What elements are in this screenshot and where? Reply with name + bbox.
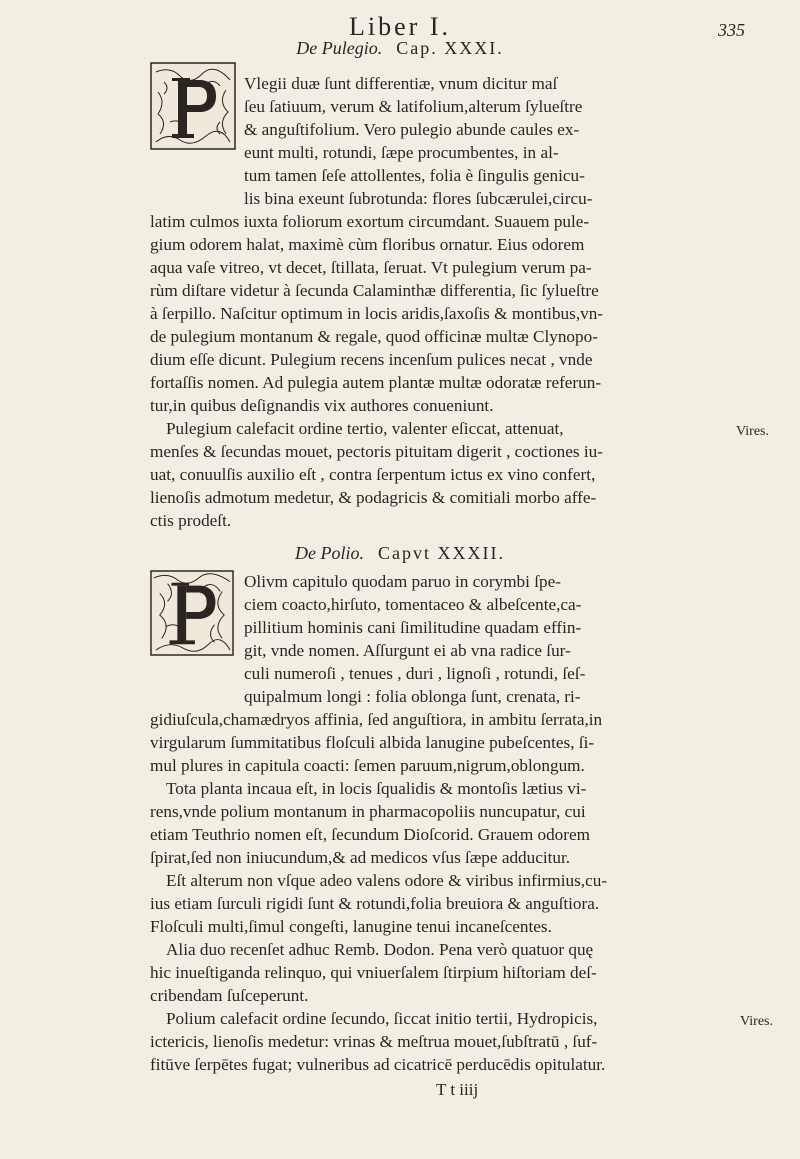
- text-line: Tota planta incaua eſt, in locis ſqualidis & montoſis lætius vi-: [166, 779, 587, 798]
- text-line: latim culmos iuxta foliorum exortum circumdant. Suauem pule-: [150, 212, 590, 231]
- chapter-heading-polio: [0, 543, 800, 564]
- text-line: lienoſis admotum medetur, & podagricis & comitiali morbo affe-: [150, 488, 597, 507]
- text-line: Olivm capitulo quodam paruo in corymbi ſpe-: [244, 572, 561, 591]
- text-line: eunt multi, rotundi, ſæpe procumbentes, in al-: [244, 143, 559, 162]
- marginal-note: Vires.: [736, 424, 769, 439]
- text-line: rùm diſtare videtur à ſecunda Calaminthæ differentia, ſic ſylueſtre: [150, 281, 599, 300]
- text-line: git, vnde nomen. Aſſurgunt ei ab vna radice ſur-: [244, 641, 571, 660]
- text-line: Vlegii duæ ſunt differentiæ, vnum dicitur maſ: [244, 74, 558, 93]
- text-line: dium eſſe dicunt. Pulegium recens incenſum pulices necat , vnde: [150, 350, 593, 369]
- text-line: Pulegium calefacit ordine tertio, valenter eſiccat, attenuat,: [166, 419, 564, 438]
- text-line: ctis prodeſt.: [150, 511, 232, 530]
- chapter-subject: De Polio.: [295, 543, 364, 563]
- text-line: aqua vaſe vitreo, vt decet, ſtillata, ſeruat. Vt pulegium verum pa-: [150, 258, 592, 277]
- text-line: gium odorem halat, maximè cùm floribus ornatur. Eius odorem: [150, 235, 585, 254]
- marginal-note: Vires.: [740, 1014, 773, 1029]
- text-line: fitūve ſerpētes fugat; vulneribus ad cicatricē perducēdis opitulatur.: [150, 1055, 606, 1074]
- chapter-number: Cap. XXXI.: [396, 38, 504, 58]
- text-line: ciem coacto,hirſuto, tomentaceo & albeſcente,ca-: [244, 595, 582, 614]
- text-line: pillitium hominis cani ſimilitudine quadam effin-: [244, 618, 582, 637]
- text-line: hic inueſtiganda relinquo, qui vniuerſalem ſtirpium hiſtoriam deſ-: [150, 963, 597, 982]
- text-line: Alia duo recenſet adhuc Remb. Dodon. Pena verò quatuor quę: [166, 940, 594, 959]
- text-line: ictericis, lienoſis medetur: vrinas & meſtrua mouet,ſubſtratū , ſuf-: [150, 1032, 598, 1051]
- text-line: & anguſtifolium. Vero pulegio abunde caules ex-: [244, 120, 580, 139]
- text-line: ſeu ſatiuum, verum & latifolium,alterum ſylueſtre: [244, 97, 583, 116]
- text-line: tur,in quibus deſignandis vix authores conueniunt.: [150, 396, 494, 415]
- text-line: cribendam ſuſceperunt.: [150, 986, 309, 1005]
- text-line: Polium calefacit ordine ſecundo, ſiccat initio tertii, Hydropicis,: [166, 1009, 598, 1028]
- text-line: rens,vnde polium montanum in pharmacopoliis nuncupatur, cui: [150, 802, 586, 821]
- chapter-heading-pulegio: [0, 38, 800, 59]
- text-line: uat, conuulſis auxilio eſt , contra ſerpentum ictus ex vino confert,: [150, 465, 596, 484]
- text-line: virgularum ſummitatibus floſculi albida lanugine pubeſcentes, ſi-: [150, 733, 595, 752]
- text-line: menſes & ſecundas mouet, pectoris pituitam digerit , coctiones iu-: [150, 442, 603, 461]
- text-line: etiam Teuthrio nomen eſt, ſecundum Dioſcorid. Grauem odorem: [150, 825, 590, 844]
- running-head: Liber I.: [349, 12, 451, 41]
- text-line: de pulegium montanum & regale, quod officinæ multæ Clynopo-: [150, 327, 598, 346]
- decorated-initial-p-icon: [150, 62, 236, 150]
- text-line: ius etiam ſurculi rigidi ſunt & rotundi,folia breuiora & anguſtiora.: [150, 894, 600, 913]
- text-line: lis bina exeunt ſubrotunda: flores ſubcærulei,circu-: [244, 189, 593, 208]
- chapter-subject: De Pulegio.: [296, 38, 383, 58]
- text-line: Eſt alterum non vſque adeo valens odore & viribus infirmius,cu-: [166, 871, 608, 890]
- signature-mark: T t iiij: [436, 1080, 479, 1099]
- text-line: à ſerpillo. Naſcitur optimum in locis aridis,ſaxoſis & montibus,vn-: [150, 304, 604, 323]
- text-line: culi numeroſi , tenues , duri , lignoſi , rotundi, ſeſ-: [244, 664, 586, 683]
- text-line: gidiuſcula,chamædryos affinia, ſed anguſtiora, in ambitu ſerrata,in: [150, 710, 603, 729]
- text-line: Floſculi multi,ſimul congeſti, lanugine tenui incaneſcentes.: [150, 917, 552, 936]
- chapter-number: Capvt XXXII.: [378, 543, 505, 563]
- decorated-initial-p-icon: [150, 567, 234, 659]
- page-number: 335: [718, 20, 745, 40]
- text-line: mul plures in capitula coacti: ſemen paruum,nigrum,oblongum.: [150, 756, 585, 775]
- text-line: quipalmum longi : folia oblonga ſunt, crenata, ri-: [244, 687, 581, 706]
- text-line: ſpirat,ſed non iniucundum,& ad medicos vſus ſæpe adducitur.: [150, 848, 571, 867]
- text-line: tum tamen ſeſe attollentes, folia è ſingulis genicu-: [244, 166, 585, 185]
- text-line: fortaſſis nomen. Ad pulegia autem plantæ multæ odoratæ referun-: [150, 373, 602, 392]
